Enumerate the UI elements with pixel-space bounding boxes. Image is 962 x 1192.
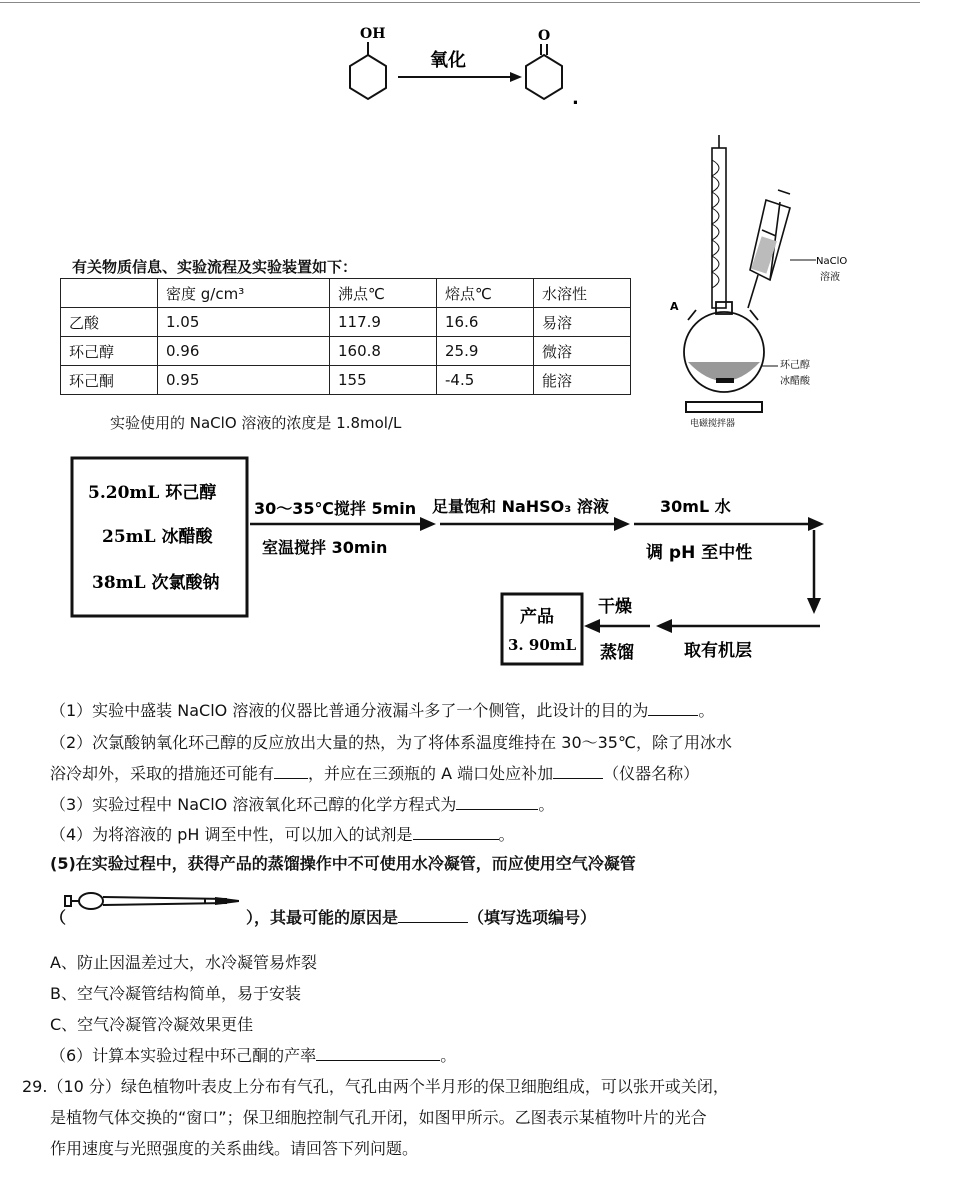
cyclohexanone-structure [526, 44, 562, 99]
table-cell: 微溶 [534, 337, 631, 366]
mixture-label-2: 冰醋酸 [780, 376, 810, 387]
product-label: 产品 [520, 607, 554, 627]
carbonyl-label: O [538, 28, 551, 44]
stir-bar [716, 378, 734, 383]
cyclohexanol-structure [350, 42, 386, 99]
table-cell: 乙酸 [61, 308, 158, 337]
question-4 [50, 822, 515, 845]
table-cell: 117.9 [330, 308, 437, 337]
question-2-line1: （2）次氯酸钠氧化环己醇的反应放出大量的热，为了将体系温度维持在 30～35℃，除了用冰水 [50, 733, 732, 752]
question-29-line1: 29.（10 分）绿色植物叶表皮上分布有气孔，气孔由两个半月形的保卫细胞组成，可以张开或关闭， [22, 1077, 729, 1096]
hydroxyl-label: OH [360, 26, 386, 42]
table-row [61, 366, 631, 395]
answer-blank [316, 1046, 440, 1061]
answer-blank [413, 825, 499, 840]
naclo-label: NaClO [816, 256, 848, 267]
step-label: 30mL 水 [660, 497, 731, 516]
reagent-line: 38mL 次氯酸钠 [92, 573, 220, 593]
answer-blank [553, 764, 603, 779]
answer-blank [456, 795, 538, 810]
table-cell: 0.96 [158, 337, 330, 366]
question-4-end: 。 [498, 825, 515, 844]
top-divider [0, 2, 920, 3]
reflux-condenser [712, 135, 726, 308]
table-cell: 155 [330, 366, 437, 395]
question-5-paren-open: （ [50, 908, 67, 927]
table-row [61, 337, 631, 366]
product-volume: 3. 90mL [508, 636, 577, 654]
question-6-text: （6）计算本实验过程中环己酮的产率 [50, 1046, 317, 1065]
step-label: 30～35℃搅拌 5min [254, 499, 417, 518]
question-29-line3: 作用速度与光照强度的关系曲线。请回答下列问题。 [50, 1139, 419, 1158]
question-5-text: ），其最可能的原因是 [246, 908, 399, 927]
table-cell: -4.5 [437, 366, 534, 395]
step-label: 调 pH 至中性 [646, 543, 753, 563]
table-cell: 160.8 [330, 337, 437, 366]
question-1 [50, 698, 714, 721]
step-label: 取有机层 [684, 641, 752, 661]
flow-arrow-head [420, 517, 436, 531]
question-2-text: 浴冷却外，采取的措施还可能有 [50, 764, 275, 783]
question-3-end: 。 [538, 795, 555, 814]
option-b: B、空气冷凝管结构简单，易于安装 [50, 984, 301, 1003]
table-header-row [61, 279, 631, 308]
table-cell: 0.95 [158, 366, 330, 395]
table-header-cell: 沸点℃ [330, 279, 437, 308]
question-2-line2 [50, 761, 699, 784]
question-4-text: （4）为将溶液的 pH 调至中性，可以加入的试剂是 [50, 825, 413, 844]
question-6-end: 。 [440, 1046, 457, 1065]
table-header-cell: 熔点℃ [437, 279, 534, 308]
port-a-label: A [670, 300, 679, 313]
magnetic-stirrer [686, 402, 762, 412]
flow-arrow-head [614, 517, 630, 531]
table-cell: 环己酮 [61, 366, 158, 395]
question-3-text: （3）实验过程中 NaClO 溶液氧化环己醇的化学方程式为 [50, 795, 457, 814]
question-5-line1: (5)在实验过程中，获得产品的蒸馏操作中不可使用水冷凝管，而应使用空气冷凝管 [50, 854, 636, 873]
reaction-arrow-head [510, 72, 522, 82]
step-label: 足量饱和 NaHSO₃ 溶液 [432, 497, 609, 516]
flow-arrow-head [808, 517, 824, 531]
oxidation-label: 氧化 [430, 50, 466, 71]
table-cell: 能溶 [534, 366, 631, 395]
naclo-label-2: 溶液 [820, 272, 840, 283]
table-cell: 易溶 [534, 308, 631, 337]
answer-blank [648, 701, 698, 716]
air-condenser-icon [55, 883, 255, 923]
mixture-label: 环己醇 [780, 360, 810, 371]
table-header-cell [61, 279, 158, 308]
question-29-line2: 是植物气体交换的“窗口”；保卫细胞控制气孔开闭，如图甲所示。乙图表示某植物叶片的光合 [50, 1108, 707, 1127]
option-c: C、空气冷凝管冷凝效果更佳 [50, 1015, 254, 1034]
table-header-cell: 密度 g/cm³ [158, 279, 330, 308]
info-intro: 有关物质信息、实验流程及实验装置如下： [72, 258, 358, 276]
answer-blank [274, 764, 308, 779]
properties-table [60, 278, 631, 395]
flow-arrow-head [584, 619, 600, 633]
step-label: 室温搅拌 30min [262, 538, 388, 557]
table-cell: 1.05 [158, 308, 330, 337]
table-cell: 环己醇 [61, 337, 158, 366]
question-3 [50, 792, 554, 815]
step-label: 干燥 [598, 597, 632, 617]
table-header-cell: 水溶性 [534, 279, 631, 308]
question-5-line2 [246, 905, 596, 928]
question-5-text: （填写选项编号） [468, 908, 597, 927]
option-a: A、防止因温差过大，水冷凝管易炸裂 [50, 953, 317, 972]
question-2-text: （仪器名称） [603, 764, 700, 783]
reaction-period: . [572, 88, 579, 109]
table-cell: 16.6 [437, 308, 534, 337]
question-1-end: 。 [698, 701, 715, 720]
question-2-text: ，并应在三颈瓶的 A 端口处应补加 [308, 764, 554, 783]
flow-arrow-head [807, 598, 821, 614]
stirrer-label: 电磁搅拌器 [690, 419, 736, 429]
flow-arrow-head [656, 619, 672, 633]
concentration-note: 实验使用的 NaClO 溶液的浓度是 1.8mol/L [110, 414, 402, 432]
reaction-scheme [330, 20, 590, 120]
reagent-line: 25mL 冰醋酸 [102, 527, 213, 547]
table-row [61, 308, 631, 337]
table-cell: 25.9 [437, 337, 534, 366]
answer-blank [398, 908, 468, 923]
step-label: 蒸馏 [600, 643, 634, 663]
question-1-text: （1）实验中盛装 NaClO 溶液的仪器比普通分液漏斗多了一个侧管，此设计的目的为 [50, 701, 649, 720]
apparatus-diagram [666, 130, 868, 430]
question-6 [50, 1043, 456, 1066]
reagent-line: 5.20mL 环己醇 [88, 483, 217, 503]
process-flowchart [60, 450, 900, 670]
